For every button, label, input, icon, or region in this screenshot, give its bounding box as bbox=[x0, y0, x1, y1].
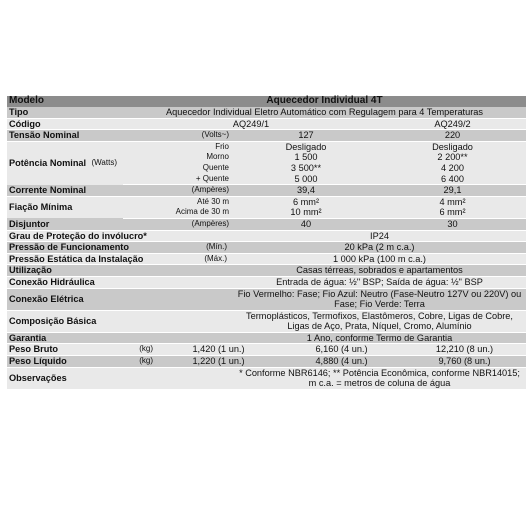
row-pressao-est bbox=[7, 253, 526, 265]
codigo-v2: AQ249/2 bbox=[379, 118, 526, 130]
row-garantia bbox=[7, 332, 526, 344]
fiacao-item-name: Até 30 m bbox=[123, 196, 233, 207]
corrente-v1: 39,4 bbox=[233, 185, 379, 197]
row-peso-bruto bbox=[7, 344, 526, 356]
fiacao-item-v2: 4 mm² bbox=[379, 196, 526, 207]
pressao-func-value: 20 kPa (2 m c.a.) bbox=[233, 242, 526, 254]
row-eletrica bbox=[7, 288, 526, 310]
eletrica-label: Conexão Elétrica bbox=[7, 288, 233, 310]
row-tensao bbox=[7, 130, 526, 142]
peso-bruto-v3: 12,210 (8 un.) bbox=[435, 344, 494, 355]
potencia-mode-v2: 2 200** bbox=[379, 152, 526, 163]
fiacao-item-v1: 6 mm² bbox=[233, 196, 379, 207]
row-hidraulica bbox=[7, 276, 526, 288]
row-corrente bbox=[7, 185, 526, 197]
garantia-value: 1 Ano, conforme Termo de Garantia bbox=[233, 332, 526, 344]
corrente-v2: 29,1 bbox=[379, 185, 526, 197]
peso-liquido-unit: (kg) bbox=[139, 356, 153, 366]
peso-bruto-values bbox=[123, 344, 526, 356]
tensao-v2: 220 bbox=[379, 130, 526, 142]
tensao-unit: (Volts~) bbox=[123, 130, 233, 142]
tensao-v1: 127 bbox=[233, 130, 379, 142]
fiacao-label: Fiação Mínima bbox=[7, 196, 123, 218]
fiacao-item-v1: 10 mm² bbox=[233, 207, 379, 218]
potencia-mode-v2: Desligado bbox=[379, 141, 526, 152]
corrente-unit: (Ampères) bbox=[123, 185, 233, 197]
row-disjuntor bbox=[7, 218, 526, 230]
row-observacoes bbox=[7, 367, 526, 389]
hidraulica-value: Entrada de água: ½" BSP; Saída de água: ½" BSP bbox=[233, 276, 526, 288]
header-row bbox=[7, 96, 526, 107]
eletrica-value: Fio Vermelho: Fase; Fio Azul: Neutro (Fase-Neutro 127V ou 220V) ou Fase; Fio Verde: Terra bbox=[233, 288, 526, 310]
grau-value: IP24 bbox=[233, 230, 526, 242]
peso-liquido-label: Peso Líquido bbox=[7, 356, 123, 368]
potencia-mode-v1: Desligado bbox=[233, 141, 379, 152]
tipo-label: Tipo bbox=[7, 107, 123, 118]
pressao-func-unit: (Mín.) bbox=[206, 242, 227, 252]
potencia-mode-name: + Quente bbox=[123, 174, 233, 185]
potencia-label-cell bbox=[7, 141, 123, 184]
disjuntor-v1: 40 bbox=[233, 218, 379, 230]
hidraulica-label: Conexão Hidráulica bbox=[7, 276, 233, 288]
row-potencia-1 bbox=[7, 141, 526, 152]
potencia-mode-name: Morno bbox=[123, 152, 233, 163]
potencia-mode-name: Quente bbox=[123, 163, 233, 174]
row-pressao-func bbox=[7, 242, 526, 254]
pressao-est-label-cell bbox=[7, 253, 233, 265]
peso-bruto-unit: (kg) bbox=[139, 344, 153, 354]
row-tipo bbox=[7, 107, 526, 118]
peso-bruto-v2: 6,160 (4 un.) bbox=[315, 344, 368, 355]
disjuntor-unit: (Ampères) bbox=[123, 218, 233, 230]
tensao-label: Tensão Nominal bbox=[7, 130, 123, 142]
row-codigo bbox=[7, 118, 526, 130]
utilizacao-label: Utilização bbox=[7, 265, 233, 277]
spec-sheet bbox=[7, 96, 526, 389]
pressao-est-unit: (Máx.) bbox=[204, 253, 227, 263]
grau-label: Grau de Proteção do invólucro* bbox=[7, 230, 233, 242]
potencia-mode-v2: 4 200 bbox=[379, 163, 526, 174]
pressao-est-value: 1 000 kPa (100 m c.a.) bbox=[233, 253, 526, 265]
potencia-mode-v1: 5 000 bbox=[233, 174, 379, 185]
composicao-label: Composição Básica bbox=[7, 310, 233, 332]
peso-bruto-v1: 1,420 (1 un.) bbox=[192, 344, 245, 355]
spec-table bbox=[7, 96, 526, 389]
fiacao-item-v2: 6 mm² bbox=[379, 207, 526, 218]
pressao-est-label: Pressão Estática da Instalação bbox=[9, 253, 144, 264]
model-label: Modelo bbox=[7, 96, 123, 107]
potencia-unit: (Watts) bbox=[91, 157, 117, 167]
row-utilizacao bbox=[7, 265, 526, 277]
potencia-mode-name: Frio bbox=[123, 141, 233, 152]
disjuntor-v2: 30 bbox=[379, 218, 526, 230]
tipo-value: Aquecedor Individual Eletro Automático com Regulagem para 4 Temperaturas bbox=[123, 107, 526, 118]
codigo-label: Código bbox=[7, 118, 123, 130]
row-peso-liquido bbox=[7, 356, 526, 368]
utilizacao-value: Casas térreas, sobrados e apartamentos bbox=[233, 265, 526, 277]
fiacao-item-name: Acima de 30 m bbox=[123, 207, 233, 218]
codigo-v1: AQ249/1 bbox=[123, 118, 379, 130]
potencia-mode-v2: 6 400 bbox=[379, 174, 526, 185]
peso-bruto-label: Peso Bruto bbox=[7, 344, 123, 356]
garantia-label: Garantia bbox=[7, 332, 233, 344]
observacoes-value: * Conforme NBR6146; ** Potência Econômica, conforme NBR14015; m c.a. = metros de coluna de água bbox=[233, 367, 526, 389]
peso-liquido-v3: 9,760 (8 un.) bbox=[438, 356, 491, 367]
peso-liquido-values bbox=[123, 356, 526, 368]
observacoes-label: Observações bbox=[7, 367, 233, 389]
pressao-func-label-cell bbox=[7, 242, 233, 254]
pressao-func-label: Pressão de Funcionamento bbox=[9, 242, 129, 253]
model-value: Aquecedor Individual 4T bbox=[123, 96, 526, 107]
row-composicao bbox=[7, 310, 526, 332]
potencia-label: Potência Nominal bbox=[9, 157, 87, 168]
corrente-label: Corrente Nominal bbox=[7, 185, 123, 197]
composicao-value: Termoplásticos, Termofixos, Elastômeros, Cobre, Ligas de Cobre, Ligas de Aço, Prata, Níquel, Cromo, Alumínio bbox=[233, 310, 526, 332]
row-grau bbox=[7, 230, 526, 242]
potencia-mode-v1: 1 500 bbox=[233, 152, 379, 163]
row-fiacao-1 bbox=[7, 196, 526, 207]
peso-liquido-v1: 1,220 (1 un.) bbox=[192, 356, 245, 367]
peso-liquido-v2: 4,880 (4 un.) bbox=[315, 356, 368, 367]
disjuntor-label: Disjuntor bbox=[7, 218, 123, 230]
potencia-mode-v1: 3 500** bbox=[233, 163, 379, 174]
